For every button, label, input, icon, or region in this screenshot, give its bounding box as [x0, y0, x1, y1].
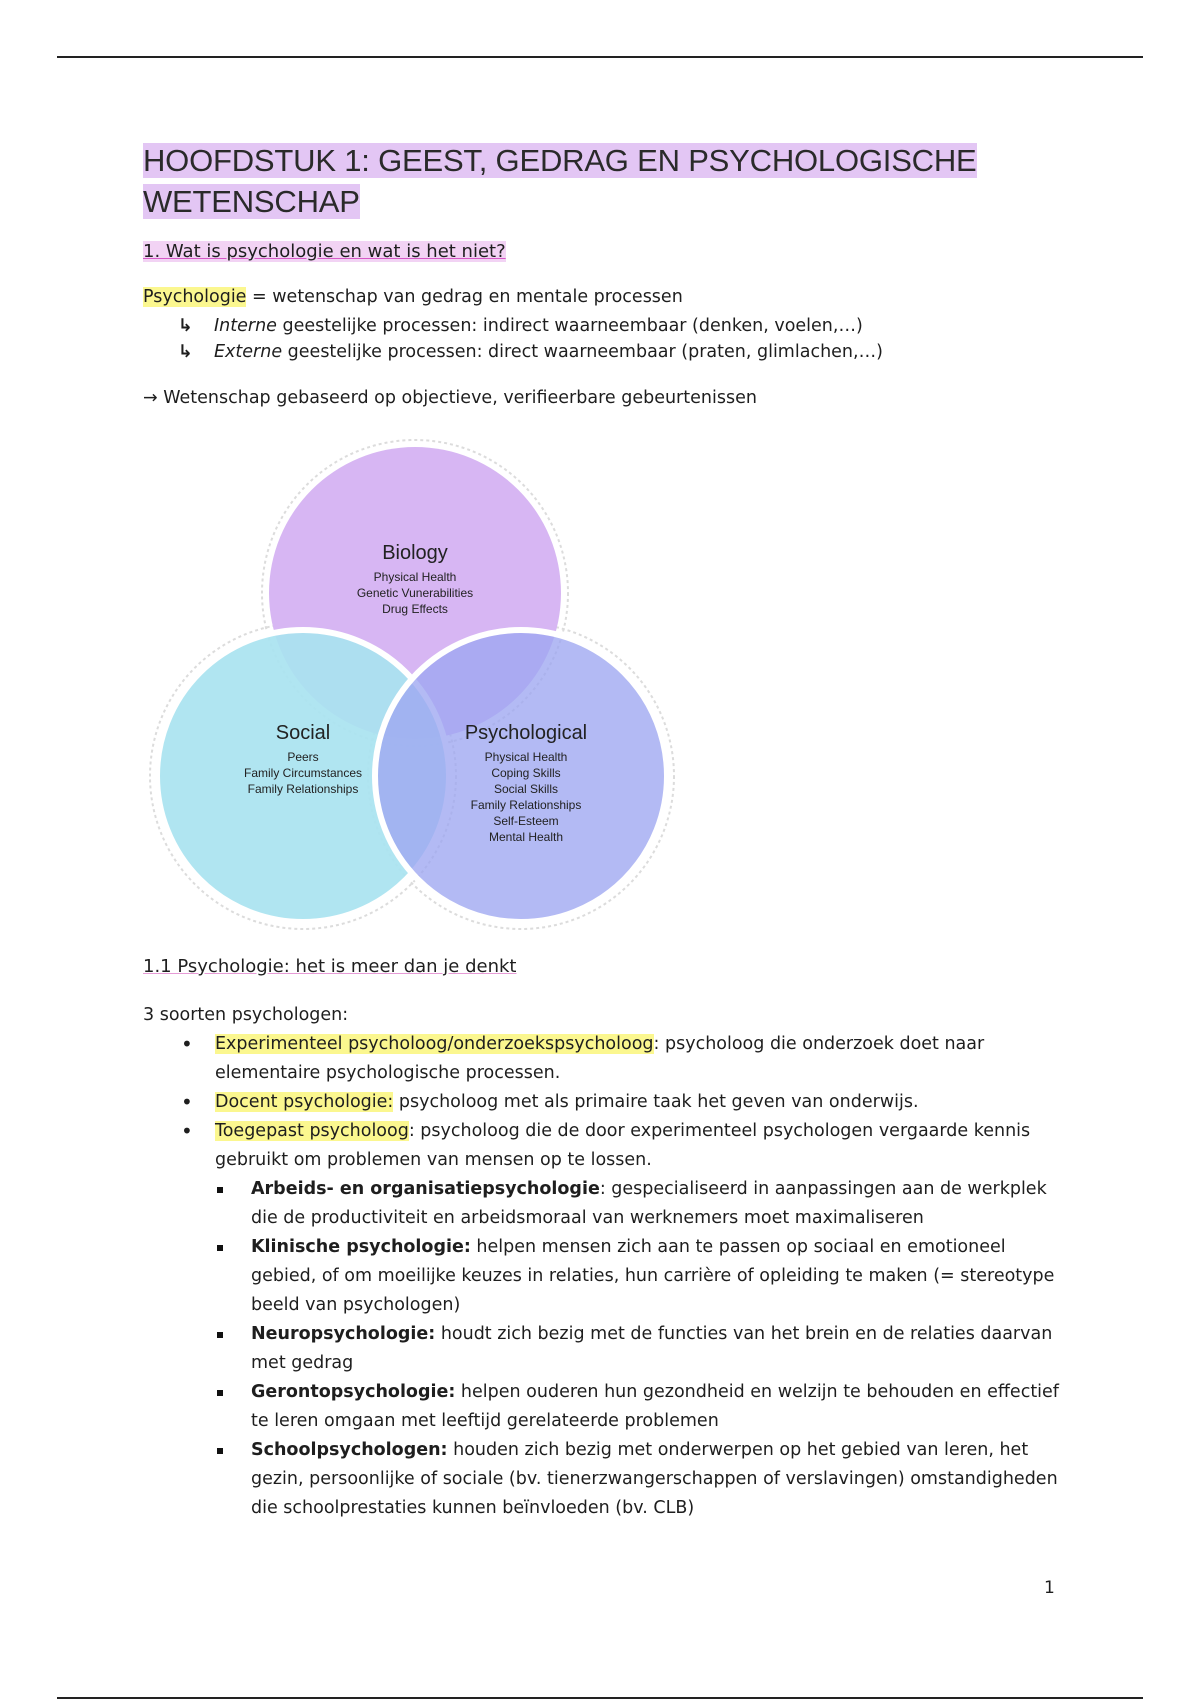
- venn-diagram: [148, 436, 688, 936]
- interne-processen: ↳ Interne geestelijke processen: indirect waarneembaar (denken, voelen,…): [178, 316, 863, 336]
- social-item: Family Circumstances: [243, 766, 363, 780]
- biology-item: Drug Effects: [382, 602, 448, 616]
- list-item: Klinische psychologie: helpen mensen zich aan te passen op sociaal en emotioneel gebied, of om moeilijke keuzes in relaties, hun carrière of opleiding te maken (= stereotype beeld van psychologen): [215, 1233, 1063, 1320]
- social-item: Peers: [287, 750, 319, 764]
- biology-item: Genetic Vunerabilities: [356, 586, 474, 600]
- externe-processen: ↳ Externe geestelijke processen: direct waarneembaar (praten, glimlachen,…): [178, 342, 883, 362]
- psychologist-types-list: [143, 1030, 1063, 1523]
- psychologist-types-intro: 3 soorten psychologen:: [143, 1005, 349, 1025]
- applied-psychology-list: [215, 1175, 1063, 1523]
- biology-title: Biology: [382, 542, 448, 564]
- psychological-item: Physical Health: [484, 750, 568, 764]
- list-item: Neuropsychologie: houdt zich bezig met de functies van het brein en de relaties daarvan met gedrag: [215, 1320, 1063, 1378]
- list-item: • Experimenteel psycholoog/onderzoekspsycholoog: psycholoog die onderzoek doet naar elementaire psychologische processen.: [143, 1030, 1063, 1088]
- list-item: Schoolpsychologen: houden zich bezig met onderwerpen op het gebied van leren, het gezin, persoonlijke of sociale (bv. tienerzwangerschappen of verslavingen) omstandigheden die schoolprestaties kunnen beïnvloeden (bv. CLB): [215, 1436, 1063, 1523]
- psychological-item: Family Relationships: [470, 798, 582, 812]
- footer-rule: [57, 1697, 1143, 1699]
- science-note: → Wetenschap gebaseerd op objectieve, verifieerbare gebeurtenissen: [143, 388, 757, 408]
- psychology-definition: Psychologie = wetenschap van gedrag en mentale processen: [143, 287, 683, 307]
- psychological-item: Self-Esteem: [493, 814, 559, 828]
- list-item: • Toegepast psycholoog: psycholoog die de door experimenteel psychologen vergaarde kennis gebruikt om problemen van mensen op te lossen. Arbeids- en organisatiepsychologie: gespecialiseerd in aanpassingen aan de werkplek die de productiviteit en arbeidsmoraal van werknemers moet maximaliseren Klinische psychologie: helpen mensen zich aan te passen op sociaal en emotioneel gebied, of om moeilijke keuzes in relaties, hun carrière of opleiding te maken (= stereotype beeld van psychologen) Neuropsychologie: houdt zich bezig met de functies van het brein en de relaties daarvan met gedrag Gerontopsychologie: helpen ouderen hun gezondheid en welzijn te behouden en effectief te leren omgaan met leeftijd gerelateerde problemen Schoolpsychologen: houden zich bezig met onderwerpen op het gebied van leren, het gezin, persoonlijke of sociale (bv. tienerzwangerschappen of verslavingen) omstandigheden die schoolprestaties kunnen beïnvloeden (bv. CLB): [143, 1117, 1063, 1523]
- return-arrow-icon: ↳: [178, 342, 193, 362]
- return-arrow-icon: ↳: [178, 316, 193, 336]
- psychological-item: Coping Skills: [491, 766, 561, 780]
- page-title: HOOFDSTUK 1: GEEST, GEDRAG EN PSYCHOLOGISCHE WETENSCHAP: [143, 143, 977, 219]
- psychological-title: Psychological: [464, 722, 588, 744]
- list-item: Arbeids- en organisatiepsychologie: gespecialiseerd in aanpassingen aan de werkplek die de productiviteit en arbeidsmoraal van werknemers moet maximaliseren: [215, 1175, 1063, 1233]
- social-title: Social: [275, 722, 331, 744]
- psychological-item: Mental Health: [488, 830, 564, 844]
- social-item: Family Relationships: [247, 782, 359, 796]
- psychological-item: Social Skills: [493, 782, 559, 796]
- page-number: 1: [1044, 1578, 1055, 1598]
- section-heading-1: 1. Wat is psychologie en wat is het niet?: [143, 241, 506, 262]
- list-item: Gerontopsychologie: helpen ouderen hun gezondheid en welzijn te behouden en effectief te leren omgaan met leeftijd gerelateerde problemen: [215, 1378, 1063, 1436]
- list-item: • Docent psychologie: psycholoog met als primaire taak het geven van onderwijs.: [143, 1088, 1063, 1117]
- biology-item: Physical Health: [373, 570, 457, 584]
- term-psychologie: Psychologie: [143, 287, 247, 307]
- section-heading-1-1: 1.1 Psychologie: het is meer dan je denkt: [143, 956, 517, 977]
- header-rule: [57, 56, 1143, 58]
